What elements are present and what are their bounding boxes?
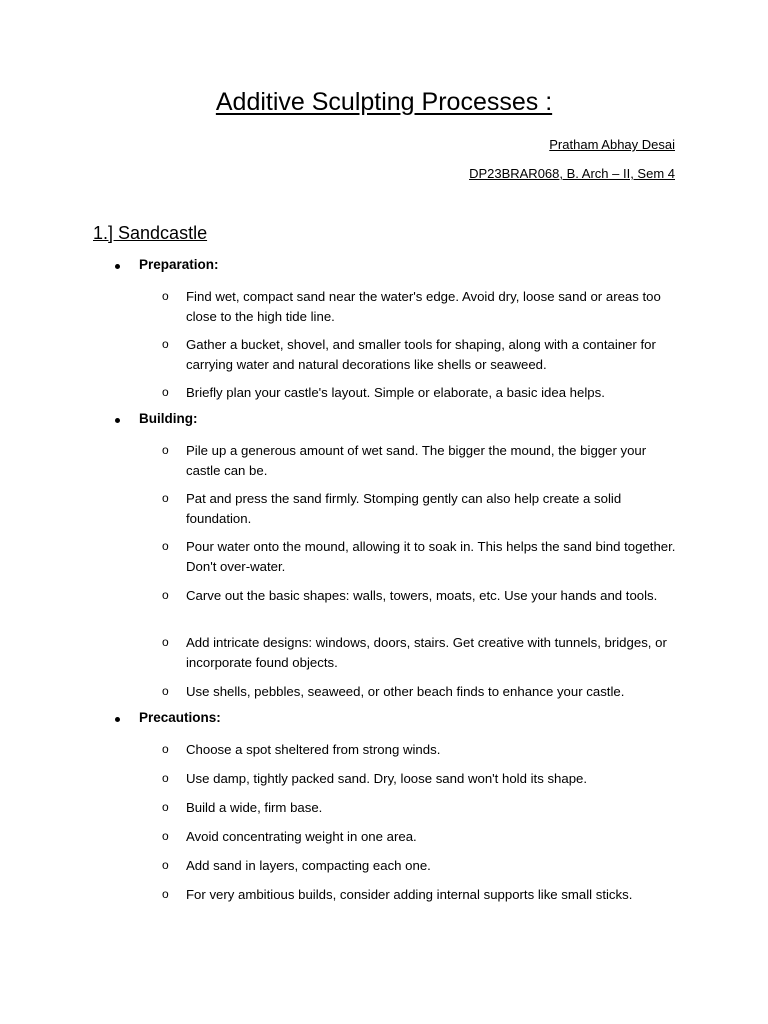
precautions-label: Precautions: [139,710,221,725]
list-item-text: Use shells, pebbles, seaweed, or other beach finds to enhance your castle. [186,684,625,699]
circle-bullet-icon: o [162,588,169,602]
circle-bullet-icon: o [162,771,169,785]
circle-bullet-icon: o [162,887,169,901]
list-item-text: Add intricate designs: windows, doors, stairs. Get creative with tunnels, bridges, or incorporate found objects. [186,635,667,670]
list-item-text: For very ambitious builds, consider adding internal supports like small sticks. [186,887,633,902]
list-item-text: Add sand in layers, compacting each one. [186,858,431,873]
bullet-icon [115,717,120,722]
list-item-text: Pour water onto the mound, allowing it to soak in. This helps the sand bind together. Don't over-water. [186,539,676,574]
preparation-label: Preparation: [139,257,219,272]
list-item-text: Build a wide, firm base. [186,800,323,815]
circle-bullet-icon: o [162,289,169,303]
section-heading: 1.] Sandcastle [93,223,208,243]
circle-bullet-icon: o [162,742,169,756]
list-item-text: Pat and press the sand firmly. Stomping gently can also help create a solid foundation. [186,491,622,526]
bullet-icon [115,418,120,423]
list-item-text: Briefly plan your castle's layout. Simple or elaborate, a basic idea helps. [186,385,605,400]
bullet-icon [115,264,120,269]
list-item-text: Choose a spot sheltered from strong winds. [186,742,441,757]
circle-bullet-icon: o [162,635,169,649]
circle-bullet-icon: o [162,443,169,457]
circle-bullet-icon: o [162,337,169,351]
list-item-text: Carve out the basic shapes: walls, towers, moats, etc. Use your hands and tools. [186,588,658,603]
circle-bullet-icon: o [162,858,169,872]
circle-bullet-icon: o [162,539,169,553]
course-info: DP23BRAR068, B. Arch – II, Sem 4 [469,166,675,181]
list-item-text: Avoid concentrating weight in one area. [186,829,417,844]
circle-bullet-icon: o [162,684,169,698]
circle-bullet-icon: o [162,491,169,505]
circle-bullet-icon: o [162,829,169,843]
circle-bullet-icon: o [162,385,169,399]
list-item-text: Use damp, tightly packed sand. Dry, loose sand won't hold its shape. [186,771,588,786]
list-item-text: Find wet, compact sand near the water's edge. Avoid dry, loose sand or areas too close to the high tide line. [186,289,661,324]
author-name: Pratham Abhay Desai [549,137,675,152]
building-label: Building: [139,411,198,426]
document-title: Additive Sculpting Processes : [215,88,553,116]
list-item-text: Pile up a generous amount of wet sand. The bigger the mound, the bigger your castle can be. [186,443,647,478]
circle-bullet-icon: o [162,800,169,814]
list-item-text: Gather a bucket, shovel, and smaller tools for shaping, along with a container for carrying water and natural decorations like shells or seaweed. [186,337,656,372]
